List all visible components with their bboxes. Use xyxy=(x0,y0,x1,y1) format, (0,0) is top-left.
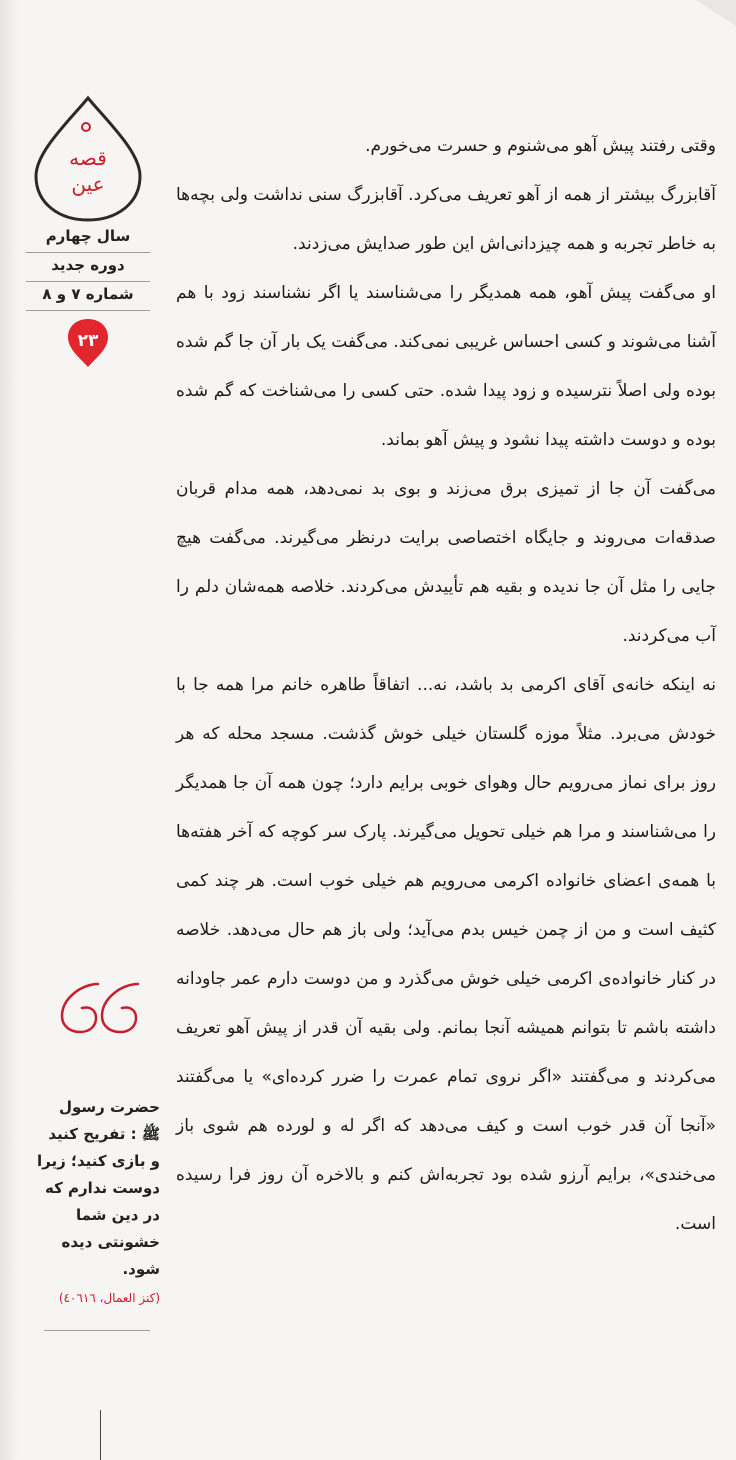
section-badge xyxy=(26,94,150,224)
paragraph: نه اینکه خانه‌ی آقای اکرمی بد باشد، نه... اتفاقاً طاهره خانم مرا همه جا با خودش می‌برد. مثلاً موزه گلستان خیلی خوش گذشت. مسجد محله که هر روز برای نماز می‌رویم حال وهوای خوبی برایم دارد؛ چون همه آن جا همدیگر را می‌شناسند و مرا هم خیلی تحویل می‌گیرند. پارک سر کوچه که آخر هفته‌ها با همه‌ی اعضای خانواده اکرمی می‌رویم هم خیلی خوب است. هر چند کمی کثیف است و من از چمن خیس بدم می‌آید؛ ولی باز هم حال می‌دهد. خلاصه در کنار خانواده‌ی اکرمی خیلی خوش می‌گذرد و من دوست دارم عمر جاودانه داشته باشم تا بتوانم همیشه آنجا بمانم. ولی بقیه آن قدر از پیش آهو تعریف می‌کردند و می‌گفتند «اگر نروی تمام عمرت را ضرر کرده‌ای» یا می‌گفتند «آنجا آن قدر خوب است و کیف می‌دهد که اگر له و لورده هم شوی باز می‌خندی»، برایم آرزو شده بود تجربه‌اش کنم و بالاخره آن روز فرا رسیده است. xyxy=(176,675,716,1234)
page-number: ۲۳ xyxy=(77,331,99,351)
issue-period: دوره جدید xyxy=(26,253,150,282)
page-corner xyxy=(696,0,736,26)
issue-number: شماره ۷ و ۸ xyxy=(26,282,150,311)
hadith-source: (کنز العمال، ٤٠٦١٦) xyxy=(58,1291,160,1305)
paragraph: وقتی رفتند پیش آهو می‌شنوم و حسرت می‌خورم. xyxy=(365,136,716,156)
paragraph: او می‌گفت پیش آهو، همه همدیگر را می‌شناسند یا اگر نشناسند زود با هم آشنا می‌شوند و کسی احساس غریبی نمی‌کند. می‌گفت یک بار آن جا گم شده بوده ولی اصلاً نترسیده و زود پیدا شده. حتی کسی را می‌شناخت که گم شده بوده و دوست داشته پیدا نشود و پیش آهو بماند. xyxy=(176,283,716,450)
section-title-line-2: عین xyxy=(71,172,105,196)
quote-mark-icon xyxy=(58,978,142,1034)
sidebar xyxy=(26,94,150,369)
hadith-quote xyxy=(36,1094,160,1312)
page-edge-shadow xyxy=(0,0,18,1460)
quote-divider xyxy=(44,1330,150,1331)
paragraph: می‌گفت آن جا از تمیزی برق می‌زند و بوی بد نمی‌دهد، همه مدام قربان صدقه‌ات می‌روند و جایگاه اختصاصی برایت درنظر می‌گیرند. می‌گفت هیچ جایی را مثل آن جا ندیده و بقیه هم تأییدش می‌کردند. خلاصه همه‌شان دلم را آب می‌کردند. xyxy=(176,479,716,646)
margin-rule xyxy=(100,1410,101,1460)
paragraph: آقابزرگ بیشتر از همه از آهو تعریف می‌کرد. آقابزرگ سنی نداشت ولی بچه‌ها به خاطر تجربه و همه چیزدانی‌اش این طور صدایش می‌زدند. xyxy=(176,185,716,254)
page-number-badge xyxy=(65,317,111,369)
hadith-text: حضرت رسول ﷺ : تفریح کنید و بازی کنید؛ زیرا دوست ندارم که در دین شما خشونتی دیده شود. xyxy=(36,1098,160,1278)
section-title-line-1: قصه xyxy=(69,146,107,170)
story-body xyxy=(176,122,716,1249)
badge-dot-icon xyxy=(81,122,91,132)
issue-year: سال چهارم xyxy=(26,224,150,253)
